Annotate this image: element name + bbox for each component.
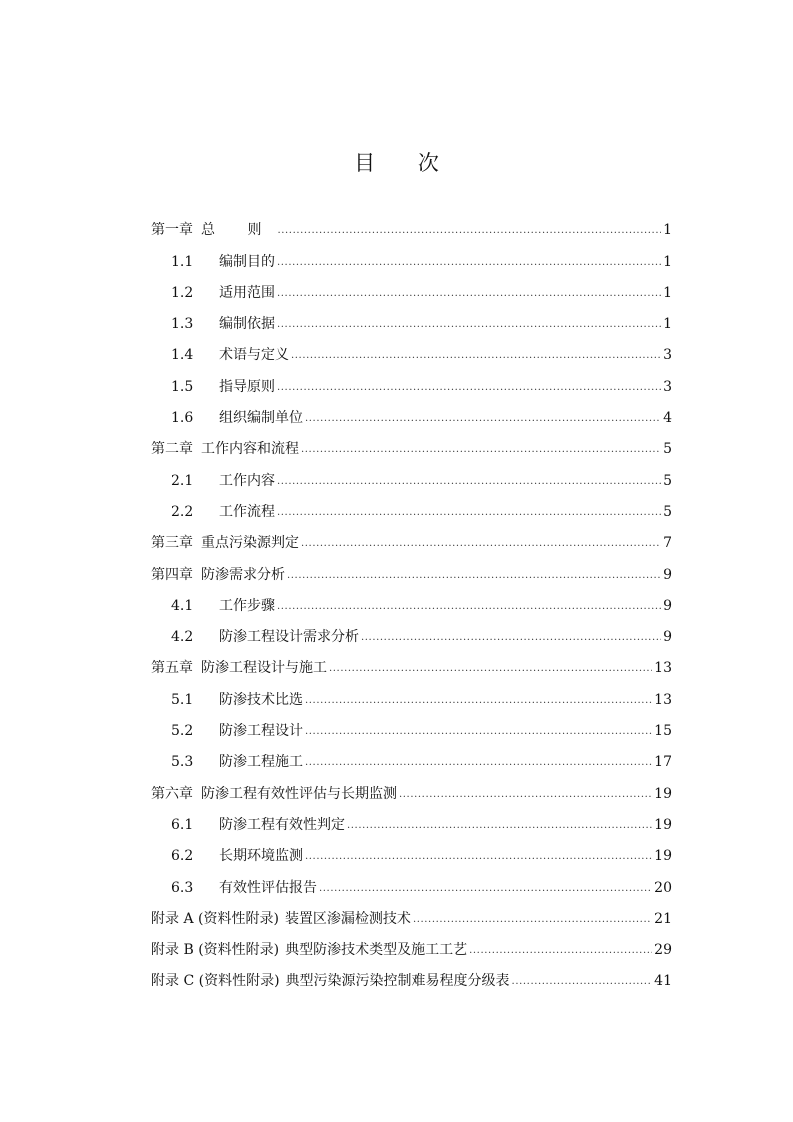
toc-entry-number: 1.2 [171,284,194,301]
toc-entry-page-number: 13 [654,691,672,708]
toc-entry-title: 防渗需求分析 [201,566,285,583]
toc-entry-title: 重点污染源判定 [201,535,299,552]
toc-entry[interactable] [151,271,672,302]
toc-entry-title: 防渗工程设计与施工 [201,660,327,677]
toc-dot-leader [347,821,652,831]
toc-entry-title: 防渗工程有效性评估与长期监测 [201,785,397,802]
toc-entry-page-number: 29 [654,942,672,959]
toc-entry-title: 工作内容 [219,472,275,489]
toc-entry-page-number: 19 [654,785,672,802]
toc-entry-title: 适用范围 [219,284,275,301]
toc-entry[interactable] [151,740,672,771]
toc-entry[interactable] [151,709,672,740]
toc-entry[interactable] [151,521,672,552]
table-of-contents [151,208,672,990]
toc-entry-number: 附录 B (资料性附录) [151,942,280,959]
toc-entry-page-number: 15 [654,723,672,740]
toc-dot-leader [305,727,652,737]
toc-entry-page-number: 19 [654,848,672,865]
toc-entry-page-number: 20 [654,879,672,896]
toc-entry-title: 典型防渗技术类型及施工工艺 [285,942,468,959]
toc-entry-title: 防渗工程设计需求分析 [219,629,359,646]
toc-entry[interactable] [151,803,672,834]
toc-entry-number: 5.1 [171,691,194,708]
toc-entry[interactable] [151,333,672,364]
toc-entry[interactable] [151,458,672,489]
toc-entry-page-number: 9 [663,597,672,614]
toc-entry-number: 6.1 [171,816,194,833]
toc-entry-page-number: 1 [663,316,672,333]
toc-entry[interactable] [151,959,672,990]
toc-dot-leader [399,790,652,800]
toc-entry-title: 工作流程 [219,503,275,520]
toc-dot-leader [277,258,661,268]
toc-dot-leader [277,383,661,393]
toc-entry-title: 防渗工程施工 [219,754,303,771]
toc-entry[interactable] [151,897,672,928]
toc-entry-page-number: 9 [663,566,672,583]
toc-entry-number: 6.2 [171,848,194,865]
toc-entry-title: 装置区渗漏检测技术 [284,910,411,927]
toc-entry-number: 第六章 [151,785,193,802]
toc-entry-number: 附录 A (资料性附录) [151,910,279,927]
toc-entry[interactable] [151,771,672,802]
toc-entry-title: 术语与定义 [219,347,289,364]
toc-entry-number: 第五章 [151,660,193,677]
toc-entry-page-number: 17 [654,754,672,771]
toc-entry-number: 4.2 [171,629,194,646]
toc-dot-leader [305,852,652,862]
toc-entry-page-number: 5 [663,441,672,458]
toc-entry-title: 防渗工程设计 [219,723,303,740]
toc-dot-leader [319,884,652,894]
toc-entry-title: 编制依据 [219,316,275,333]
toc-entry[interactable] [151,239,672,270]
toc-entry[interactable] [151,615,672,646]
toc-entry-number: 1.4 [171,347,194,364]
toc-entry-page-number: 41 [654,973,672,990]
toc-entry[interactable] [151,865,672,896]
toc-entry-number: 5.3 [171,754,194,771]
toc-entry[interactable] [151,834,672,865]
toc-entry-page-number: 4 [663,410,672,427]
toc-entry-page-number: 3 [663,347,672,364]
toc-dot-leader [291,351,661,361]
toc-entry-page-number: 3 [663,378,672,395]
toc-entry-number: 2.1 [171,472,194,489]
toc-dot-leader [512,977,653,987]
toc-entry-title: 典型污染源污染控制难易程度分级表 [285,973,510,990]
toc-entry-page-number: 5 [663,472,672,489]
toc-entry-number: 1.5 [171,378,194,395]
toc-entry[interactable] [151,302,672,333]
toc-dot-leader [301,445,661,455]
toc-dot-leader [305,414,661,424]
toc-entry-page-number: 21 [654,910,672,927]
toc-entry[interactable] [151,677,672,708]
toc-entry-title: 编制目的 [219,253,275,270]
toc-entry-title: 长期环境监测 [219,848,303,865]
toc-dot-leader [277,320,661,330]
toc-entry-number: 1.6 [171,410,194,427]
toc-dot-leader [287,571,661,581]
toc-entry-number: 1.3 [171,316,194,333]
toc-entry-number: 4.1 [171,597,194,614]
toc-entry[interactable] [151,427,672,458]
toc-entry-page-number: 1 [663,253,672,270]
toc-dot-leader [277,289,661,299]
toc-dot-leader [361,633,661,643]
toc-dot-leader [277,477,661,487]
toc-entry-number: 第一章 [151,222,193,239]
toc-dot-leader [413,915,652,925]
toc-entry-number: 第三章 [151,535,193,552]
toc-entry-page-number: 1 [663,222,672,239]
toc-entry[interactable] [151,646,672,677]
toc-dot-leader [277,226,661,236]
toc-entry-page-number: 5 [663,503,672,520]
toc-entry-number: 第二章 [151,441,193,458]
toc-entry[interactable] [151,490,672,521]
toc-entry-page-number: 7 [663,535,672,552]
toc-entry-page-number: 19 [654,816,672,833]
toc-entry[interactable] [151,396,672,427]
toc-dot-leader [469,946,652,956]
toc-entry[interactable] [151,584,672,615]
toc-entry-page-number: 9 [663,629,672,646]
toc-dot-leader [277,508,661,518]
toc-dot-leader [277,602,661,612]
toc-entry-number: 2.2 [171,503,194,520]
toc-entry[interactable] [151,552,672,583]
toc-dot-leader [305,696,652,706]
toc-entry-number: 附录 C (资料性附录) [151,973,280,990]
toc-entry[interactable] [151,364,672,395]
toc-entry-title: 有效性评估报告 [219,879,317,896]
toc-entry-number: 6.3 [171,879,194,896]
toc-entry-page-number: 1 [663,284,672,301]
toc-entry-page-number: 13 [654,660,672,677]
toc-dot-leader [305,758,652,768]
toc-entry-title: 工作内容和流程 [201,441,299,458]
toc-entry-title: 防渗技术比选 [219,691,303,708]
toc-entry-title: 总 则 [201,222,276,239]
toc-entry[interactable] [151,928,672,959]
toc-entry-title: 组织编制单位 [219,410,303,427]
toc-entry-number: 第四章 [151,566,193,583]
toc-entry-title: 工作步骤 [219,597,275,614]
toc-entry-number: 5.2 [171,723,194,740]
page-title: 目 次 [354,151,457,175]
toc-entry-title: 指导原则 [219,378,275,395]
toc-entry-number: 1.1 [171,253,194,270]
toc-dot-leader [329,664,652,674]
toc-entry[interactable] [151,208,672,239]
toc-dot-leader [301,539,661,549]
toc-entry-title: 防渗工程有效性判定 [219,816,345,833]
